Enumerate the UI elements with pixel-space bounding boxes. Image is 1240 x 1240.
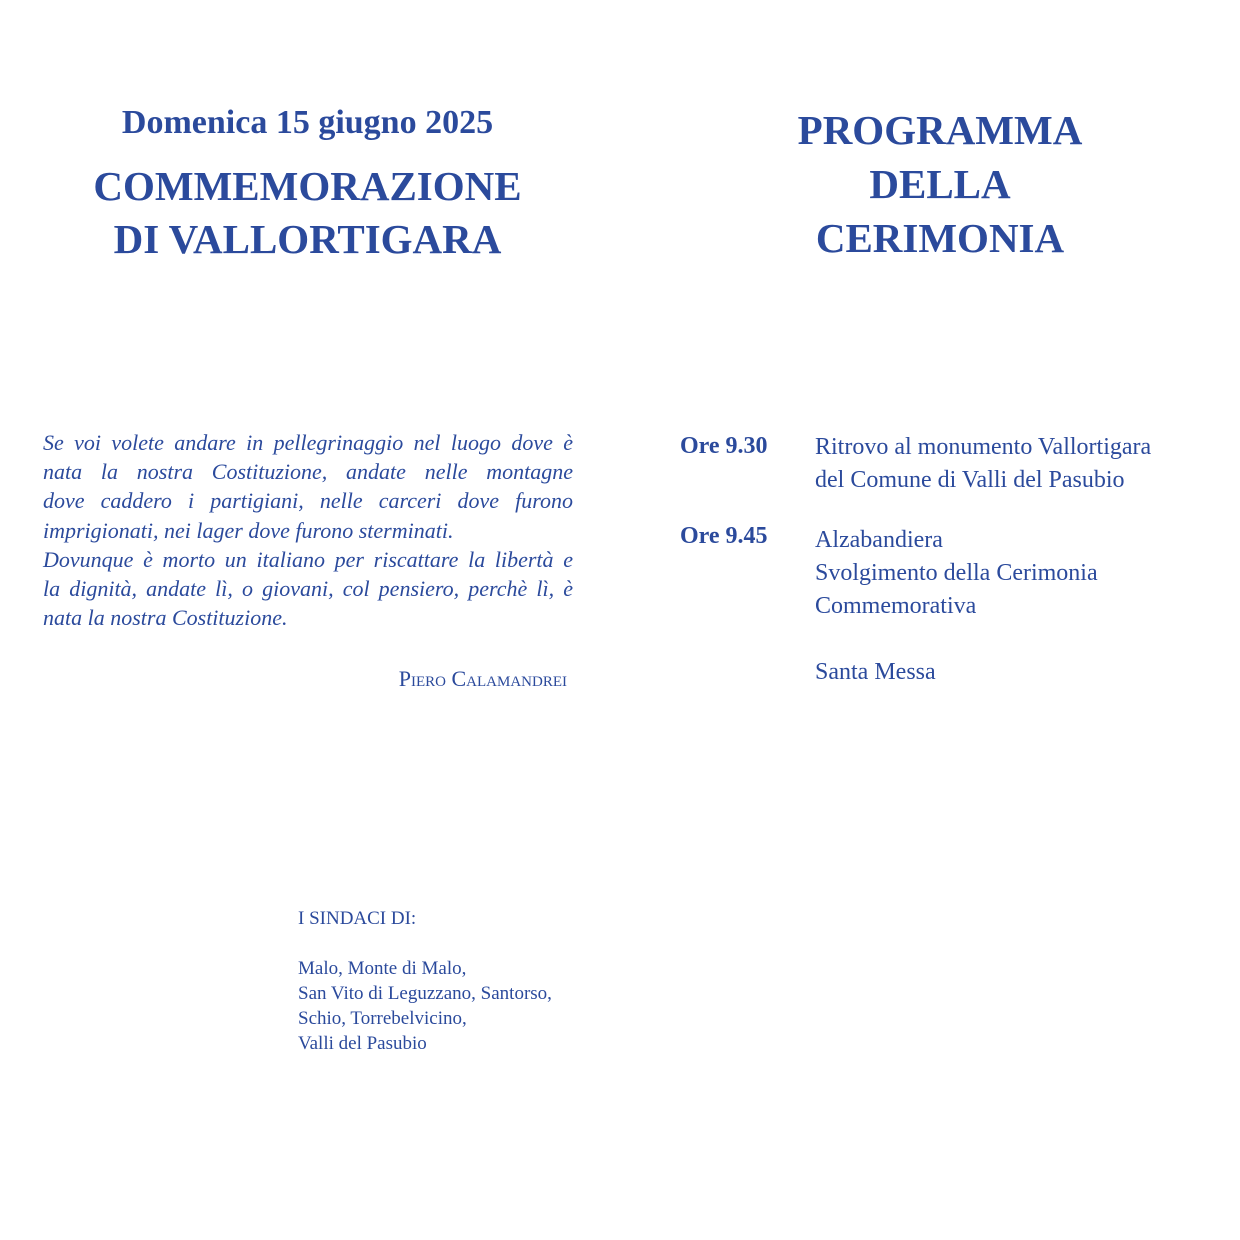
programma-title-line-1: PROGRAMMA [797, 107, 1083, 153]
schedule-desc-line: Ritrovo al monumento Vallortigara [815, 434, 1152, 460]
quote-line: nata la nostra Costituzione, andate nelle montagne [43, 459, 573, 485]
quote-line: la dignità, andate lì, o giovani, col pensiero, perchè lì, è [43, 576, 573, 602]
schedule-desc-line: Commemorativa [815, 593, 977, 619]
quote-line: imprigionati, nei lager dove furono sterminati. [43, 517, 454, 543]
schedule-desc-line: Svolgimento della Cerimonia [815, 560, 1098, 586]
programma-title-line-3: CERIMONIA [815, 215, 1065, 261]
schedule-desc-line: del Comune di Valli del Pasubio [815, 467, 1125, 493]
sindaci-heading: I SINDACI DI: [298, 908, 417, 929]
event-date: Domenica 15 giugno 2025 [121, 104, 494, 141]
quote-author: Piero Calamandrei [398, 666, 567, 691]
schedule-desc-line: Alzabandiera [815, 527, 943, 553]
event-title [0, 160, 615, 266]
sindaci-line: Malo, Monte di Malo, [298, 958, 467, 979]
schedule-time-2: Ore 9.45 [680, 523, 768, 549]
right-panel [620, 0, 1240, 1240]
sindaci-line: Valli del Pasubio [298, 1033, 427, 1054]
programma-title [620, 103, 1240, 265]
schedule-time-1: Ore 9.30 [680, 433, 768, 459]
schedule-desc-2 [815, 524, 1098, 689]
quote-line: nata la nostra Costituzione. [43, 605, 288, 631]
schedule-desc-extra: Santa Messa [815, 659, 936, 685]
sindaci-block [298, 906, 552, 1056]
programma-title-line-2: DELLA [869, 161, 1011, 207]
sindaci-line: San Vito di Leguzzano, Santorso, [298, 983, 552, 1004]
quote-line: Se voi volete andare in pellegrinaggio nel luogo dove è [43, 430, 573, 455]
schedule-desc-1 [815, 431, 1151, 497]
quote [43, 428, 573, 632]
sindaci-line: Schio, Torrebelvicino, [298, 1008, 467, 1029]
quote-line: Dovunque è morto un italiano per riscattare la libertà e [43, 546, 573, 572]
quote-line: dove caddero i partigiani, nelle carceri dove furono [43, 488, 573, 514]
event-title-line-1: COMMEMORAZIONE [93, 163, 522, 209]
event-title-line-2: DI VALLORTIGARA [113, 216, 502, 262]
